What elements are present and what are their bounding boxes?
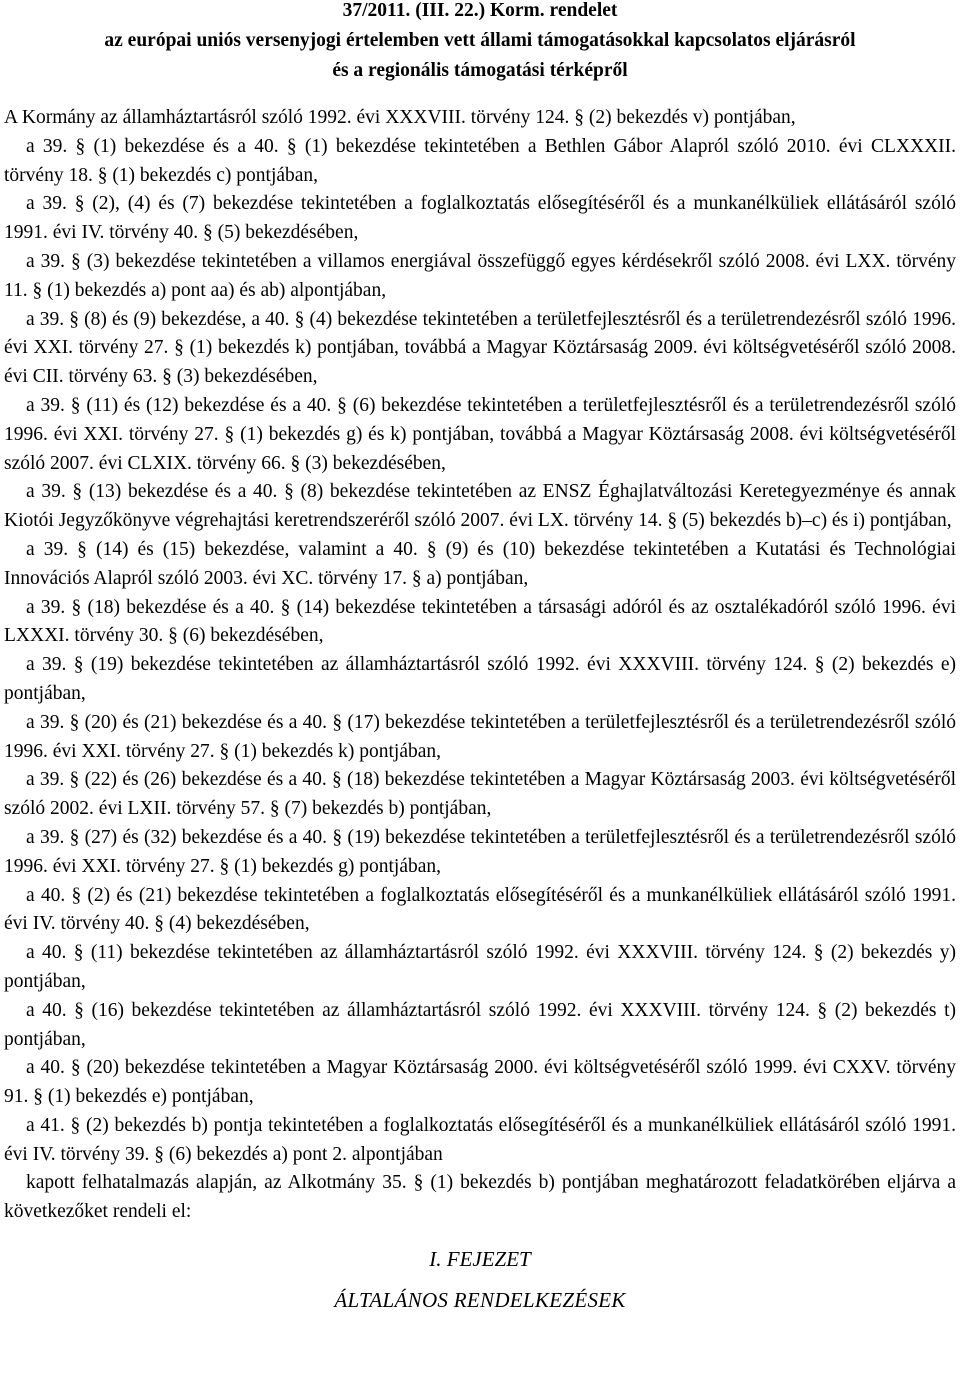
chapter-title: ÁLTALÁNOS RENDELKEZÉSEK	[334, 1288, 626, 1313]
decree-title-line-1: az európai uniós versenyjogi értelemben vett állami támogatásokkal kapcsolatos eljárásról	[104, 30, 856, 51]
preamble	[4, 104, 956, 1227]
preamble-paragraph: a 39. § (8) és (9) bekezdése, a 40. § (4) bekezdése tekintetében a területfejlesztésről és a területrendezésről szóló 1996. évi XXI. törvény 27. § (1) bekezdés k) pontjában, továbbá a Magyar Köztársaság 2009. évi költségvetéséről szóló 2008. évi CII. törvény 63. § (3) bekezdésében,	[4, 308, 956, 388]
preamble-paragraph: a 40. § (16) bekezdése tekintetében az államháztartásról szóló 1992. évi XXXVIII. törvény 124. § (2) bekezdés t) pontjában,	[4, 999, 956, 1050]
decree-number: 37/2011. (III. 22.) Korm. rendelet	[342, 0, 618, 21]
preamble-paragraph: a 39. § (14) és (15) bekezdése, valamint a 40. § (9) és (10) bekezdése tekintetében a Kutatási és Technológiai Innovációs Alapról szóló 2003. évi XC. törvény 17. § a) pontjában,	[4, 538, 956, 589]
preamble-paragraph: a 39. § (19) bekezdése tekintetében az államháztartásról szóló 1992. évi XXXVIII. törvény 124. § (2) bekezdés e) pontjában,	[4, 654, 956, 704]
preamble-paragraph: a 40. § (2) és (21) bekezdése tekintetében a foglalkoztatás elősegítéséről és a munkanélküliek ellátásáról szóló 1991. évi IV. törvény 40. § (4) bekezdésében,	[4, 884, 956, 935]
preamble-paragraph: a 39. § (22) és (26) bekezdése és a 40. § (18) bekezdése tekintetében a Magyar Köztársaság 2003. évi költségvetéséről szóló 2002. évi LXII. törvény 57. § (7) bekezdés b) pontjában,	[4, 769, 956, 820]
preamble-paragraph: a 39. § (18) bekezdése és a 40. § (14) bekezdése tekintetében a társasági adóról és az osztalékadóról szóló 1996. évi LXXXI. törvény 30. § (6) bekezdésében,	[4, 596, 956, 647]
preamble-paragraph: a 39. § (1) bekezdése és a 40. § (1) bekezdése tekintetében a Bethlen Gábor Alapról szóló 2010. évi CLXXXII. törvény 18. § (1) bekezdés c) pontjában,	[4, 135, 956, 186]
preamble-paragraph: a 39. § (2), (4) és (7) bekezdése tekintetében a foglalkoztatás elősegítéséről és a munkanélküliek ellátásáról szóló 1991. évi IV. törvény 40. § (5) bekezdésében,	[4, 193, 956, 244]
preamble-paragraph: a 39. § (27) és (32) bekezdése és a 40. § (19) bekezdése tekintetében a területfejlesztésről és a területrendezésről szóló 1996. évi XXI. törvény 27. § (1) bekezdés g) pontjában,	[4, 826, 956, 877]
preamble-paragraph: a 39. § (3) bekezdése tekintetében a villamos energiával összefüggő egyes kérdésekről szóló 2008. évi LXX. törvény 11. § (1) bekezdés a) pont aa) és ab) alpontjában,	[4, 250, 956, 301]
preamble-paragraph: a 40. § (20) bekezdése tekintetében a Magyar Köztársaság 2000. évi költségvetéséről szóló 1999. évi CXXV. törvény 91. § (1) bekezdés e) pontjában,	[4, 1057, 956, 1108]
chapter-number: I. FEJEZET	[429, 1247, 531, 1272]
preamble-paragraph: a 39. § (11) és (12) bekezdése és a 40. § (6) bekezdése tekintetében a területfejlesztésről és a területrendezésről szóló 1996. évi XXI. törvény 27. § (1) bekezdés g) és k) pontjában, továbbá a Magyar Köztársaság 2008. évi költségvetéséről szóló 2007. évi CLXIX. törvény 66. § (3) bekezdésében,	[4, 394, 956, 474]
preamble-paragraph: a 39. § (13) bekezdése és a 40. § (8) bekezdése tekintetében az ENSZ Éghajlatváltozási Keretegyezménye és annak Kiotói Jegyzőkönyve végrehajtási keretrendszeréről szóló 2007. évi LX. törvény 14. § (5) bekezdés b)–c) és i) pontjában,	[4, 481, 956, 532]
decree-title-line-2: és a regionális támogatási térképről	[332, 60, 628, 81]
preamble-paragraph: a 40. § (11) bekezdése tekintetében az államháztartásról szóló 1992. évi XXXVIII. törvény 124. § (2) bekezdés y) pontjában,	[4, 942, 956, 992]
preamble-paragraph: A Kormány az államháztartásról szóló 1992. évi XXXVIII. törvény 124. § (2) bekezdés v) pontjában,	[4, 107, 796, 128]
preamble-paragraph: a 41. § (2) bekezdés b) pontja tekintetében a foglalkoztatás elősegítéséről és a munkanélküliek ellátásáról szóló 1991. évi IV. törvény 39. § (6) bekezdés a) pont 2. alpontjában	[4, 1114, 956, 1165]
document-title	[4, 0, 956, 86]
preamble-paragraph: a 39. § (20) és (21) bekezdése és a 40. § (17) bekezdése tekintetében a területfejlesztésről és a területrendezésről szóló 1996. évi XXI. törvény 27. § (1) bekezdés k) pontjában,	[4, 711, 956, 762]
enacting-clause: kapott felhatalmazás alapján, az Alkotmány 35. § (1) bekezdés b) pontjában meghatározott feladatkörében eljárva a következőket rendeli el:	[4, 1172, 956, 1223]
